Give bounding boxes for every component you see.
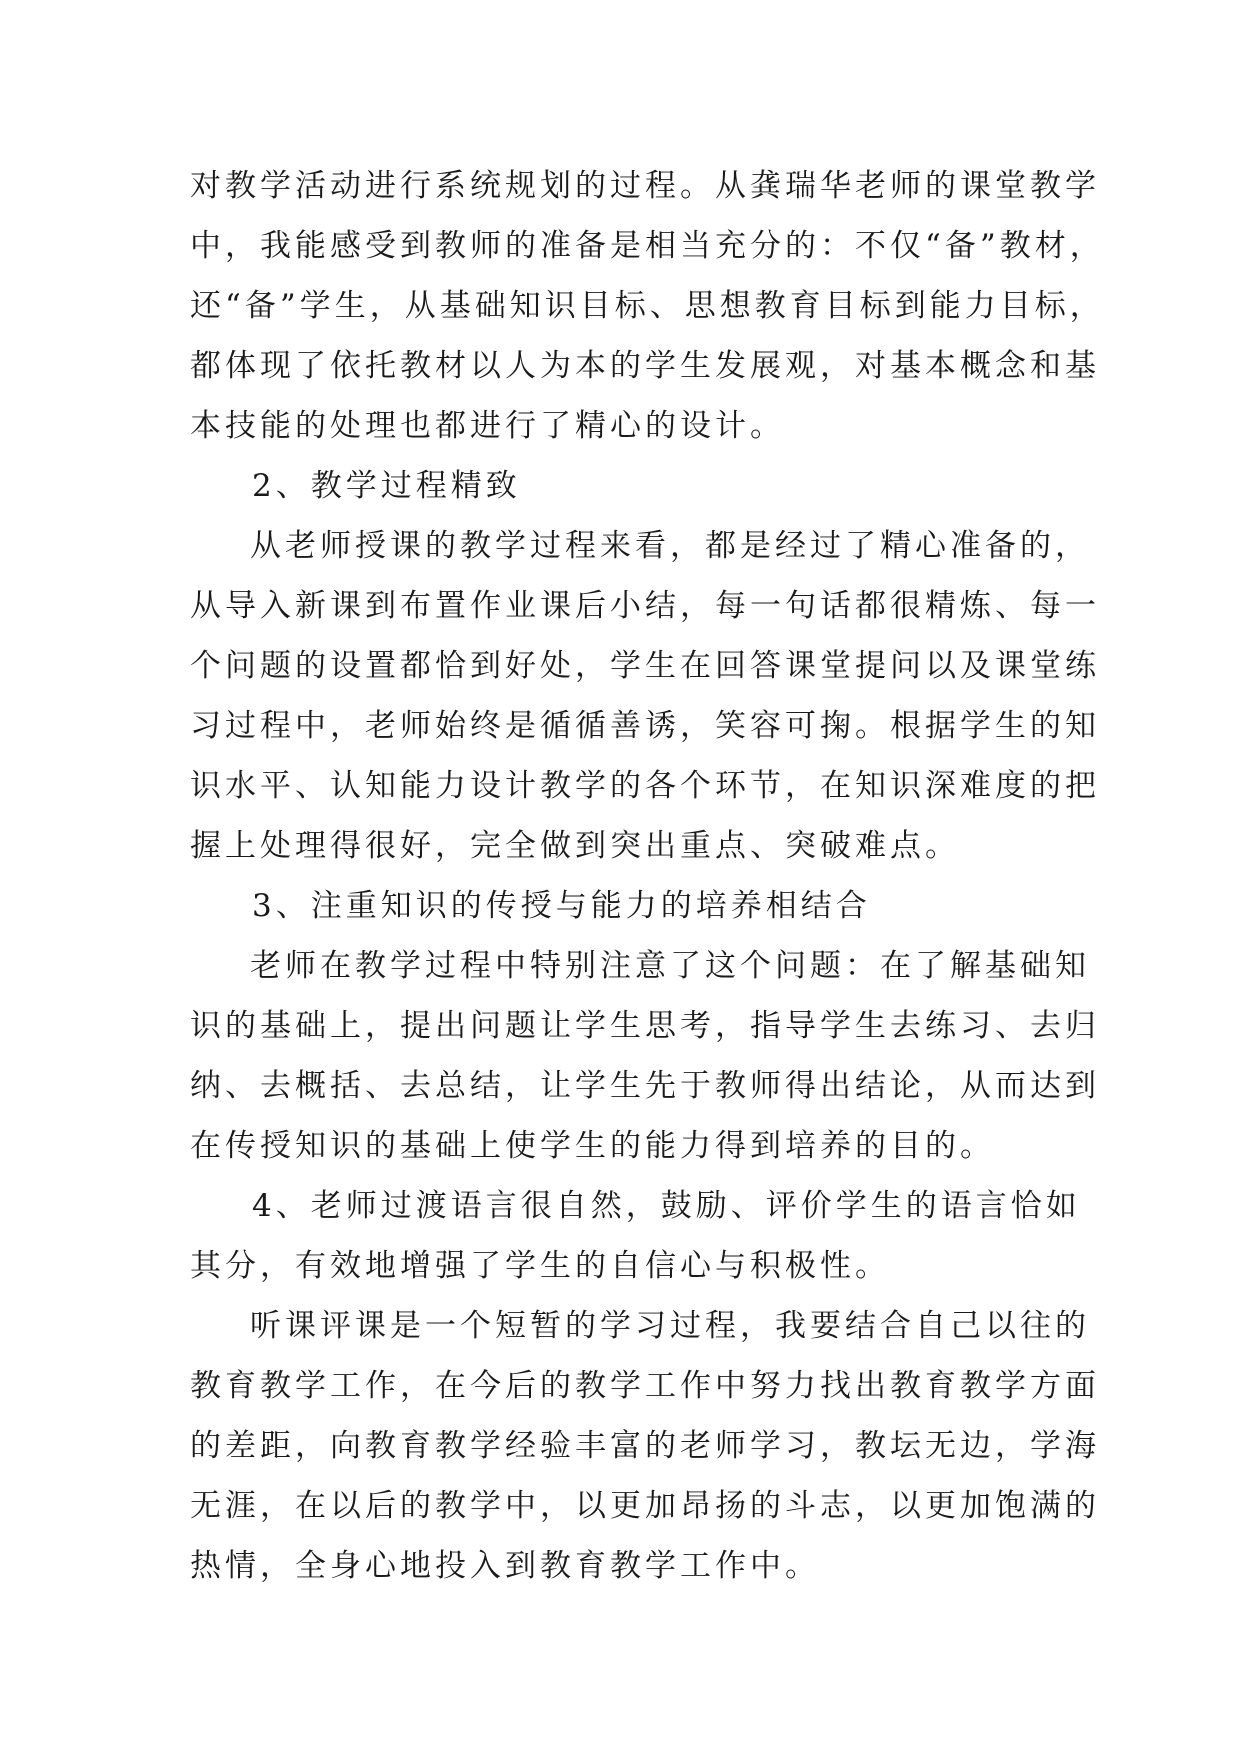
paragraph-start: 从老师授课的教学过程来看，都是经过了精心准备的， — [250, 528, 1090, 564]
text-line: 中，我能感受到教师的准备是相当充分的：不仅“备”教材， — [190, 228, 1105, 264]
text-line: 识的基础上，提出问题让学生思考，指导学生去练习、去归 — [190, 1008, 1100, 1044]
section-heading-2: 2、教学过程精致 — [252, 468, 521, 504]
text-line: 习过程中，老师始终是循循善诱，笑容可掬。根据学生的知 — [190, 708, 1100, 744]
section-heading-3: 3、注重知识的传授与能力的培养相结合 — [252, 888, 871, 924]
text-line: 对教学活动进行系统规划的过程。从龚瑞华老师的课堂教学 — [190, 168, 1100, 204]
text-line: 本技能的处理也都进行了精心的设计。 — [190, 408, 785, 444]
paragraph-start: 听课评课是一个短暂的学习过程，我要结合自己以往的 — [250, 1308, 1090, 1344]
section-heading-4: 4、老师过渡语言很自然，鼓励、评价学生的语言恰如 — [252, 1188, 1081, 1224]
text-line: 教育教学工作，在今后的教学工作中努力找出教育教学方面 — [190, 1368, 1100, 1404]
text-line: 热情，全身心地投入到教育教学工作中。 — [190, 1548, 820, 1584]
document-body — [190, 156, 1105, 1596]
text-line: 在传授知识的基础上使学生的能力得到培养的目的。 — [190, 1128, 995, 1164]
text-line: 都体现了依托教材以人为本的学生发展观，对基本概念和基 — [190, 348, 1100, 384]
text-line: 的差距，向教育教学经验丰富的老师学习，教坛无边，学海 — [190, 1428, 1100, 1464]
text-line: 纳、去概括、去总结，让学生先于教师得出结论，从而达到 — [190, 1068, 1100, 1104]
text-line: 识水平、认知能力设计教学的各个环节，在知识深难度的把 — [190, 768, 1100, 804]
text-line: 握上处理得很好，完全做到突出重点、突破难点。 — [190, 828, 960, 864]
text-line: 还“备”学生，从基础知识目标、思想教育目标到能力目标， — [190, 288, 1105, 324]
text-line: 从导入新课到布置作业课后小结，每一句话都很精炼、每一 — [190, 588, 1100, 624]
text-line: 其分，有效地增强了学生的自信心与积极性。 — [190, 1248, 890, 1284]
text-line: 无涯，在以后的教学中，以更加昂扬的斗志，以更加饱满的 — [190, 1488, 1100, 1524]
paragraph-start: 老师在教学过程中特别注意了这个问题：在了解基础知 — [250, 948, 1090, 984]
text-line: 个问题的设置都恰到好处，学生在回答课堂提问以及课堂练 — [190, 648, 1100, 684]
